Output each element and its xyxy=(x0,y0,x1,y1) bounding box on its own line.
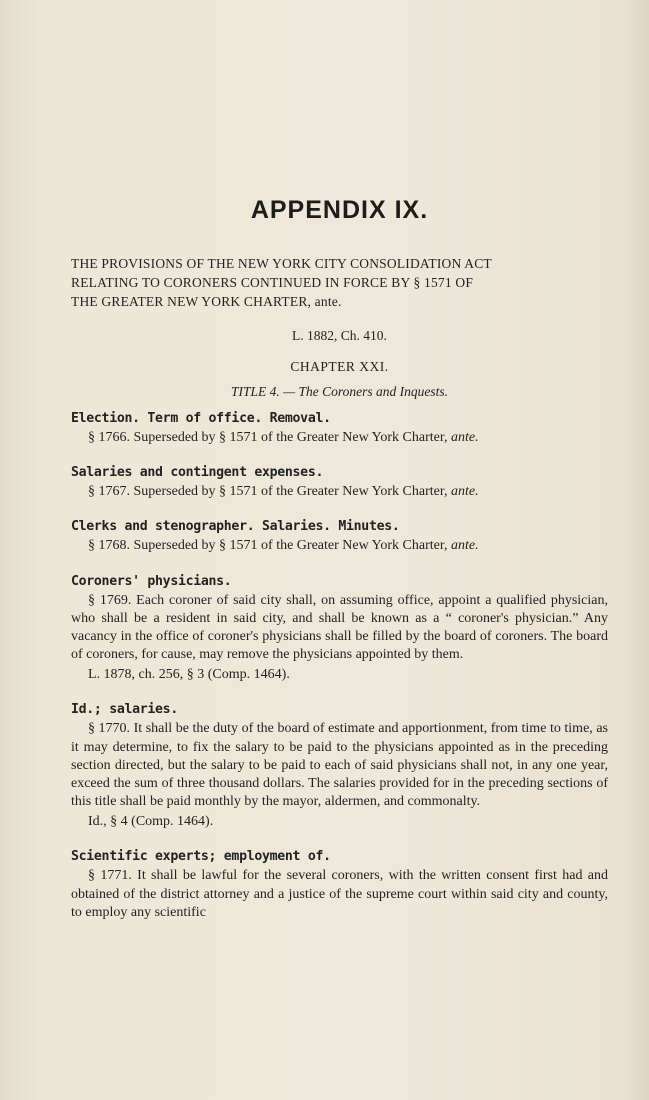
section-text: § 1770. It shall be the duty of the board of estimate and apportionment, from time to time, as it may determine, to fix the salary to be paid to the physicians appointed as in the preceding section directed, but the salary to be paid to each of said physicians shall not, in any one year, exceed the sum of three thousand dollars. The salaries provided for in the preceding sections of this title shall be paid monthly by the mayor, aldermen, and commonalty. xyxy=(71,721,608,810)
section-1766 xyxy=(71,411,608,447)
section-text: § 1767. Superseded by § 1571 of the Greater New York Charter, ante. xyxy=(88,484,479,500)
caption-line: THE GREATER NEW YORK CHARTER, ante. xyxy=(71,294,342,309)
caption-line: THE PROVISIONS OF THE NEW YORK CITY CONSOLIDATION ACT xyxy=(71,256,492,271)
section-heading: Election. Term of office. Removal. xyxy=(71,411,331,426)
title-heading: TITLE 4. — The Coroners and Inquests. xyxy=(230,384,449,399)
section-1769 xyxy=(71,574,608,685)
appendix-caption xyxy=(71,254,608,311)
law-reference: L. 1882, Ch. 410. xyxy=(292,328,387,343)
section-heading: Id.; salaries. xyxy=(71,702,178,718)
section-text: § 1766. Superseded by § 1571 of the Greater New York Charter, ante. xyxy=(88,430,479,445)
page-content xyxy=(71,196,608,922)
section-heading: Coroners' physicians. xyxy=(71,573,232,589)
section-1768 xyxy=(71,519,608,555)
section-heading: Scientific experts; employment of. xyxy=(71,849,331,865)
section-heading: Clerks and stenographer. Salaries. Minutes. xyxy=(71,519,400,535)
section-citation: Id., § 4 (Comp. 1464). xyxy=(88,814,214,830)
section-citation: L. 1878, ch. 256, § 3 (Comp. 1464). xyxy=(88,667,290,683)
section-1771 xyxy=(71,849,608,922)
chapter-heading: CHAPTER XXI. xyxy=(290,359,389,374)
section-text: § 1769. Each coroner of said city shall, on assuming office, appoint a qualified physician, who shall be a resident in said city, and shall be known as a “ coroner's physician.” Any vacancy in the office of coroner's physicians shall be filled by the board of coroners. The board of coroners, for cause, may remove the physicians appointed by them. xyxy=(71,592,608,663)
section-text: § 1768. Superseded by § 1571 of the Greater New York Charter, ante. xyxy=(88,538,479,554)
section-heading: Salaries and contingent expenses. xyxy=(71,465,324,481)
section-text: § 1771. It shall be lawful for the several coroners, with the written consent first had and obtained of the district attorney and a justice of the supreme court within said city and county, to employ any scientific xyxy=(71,868,608,920)
appendix-title: APPENDIX IX. xyxy=(250,196,429,224)
caption-line: RELATING TO CORONERS CONTINUED IN FORCE BY § 1571 OF xyxy=(71,275,474,290)
section-1767 xyxy=(71,465,608,501)
section-1770 xyxy=(71,702,608,831)
